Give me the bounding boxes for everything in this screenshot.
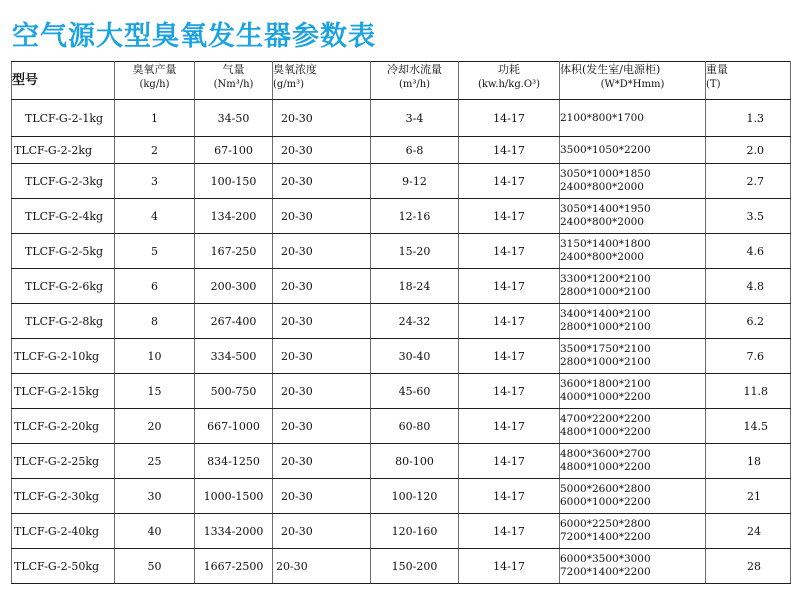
header-volume-label: 体积(发生室/电源柜) [560,63,661,76]
power-cell: 14-17 [459,409,560,444]
model-cell: TLCF-G-2-6kg [12,269,115,304]
weight-cell: 3.5 [706,199,791,234]
volume-cabinet: 2800*1000*2100 [560,356,651,368]
power-cell: 14-17 [459,199,560,234]
concentration-cell: 20-30 [273,444,371,479]
airflow-cell: 1667-2500 [195,549,273,584]
power-cell: 14-17 [459,444,560,479]
cooling-cell: 24-32 [371,304,459,339]
output-cell: 3 [115,164,195,199]
airflow-cell: 667-1000 [195,409,273,444]
weight-cell: 4.8 [706,269,791,304]
airflow-cell: 267-400 [195,304,273,339]
output-cell: 50 [115,549,195,584]
volume-chamber: 3500*1750*2100 [560,343,651,355]
header-concentration-unit: (g/m³) [273,79,305,90]
concentration-cell: 20-30 [273,137,371,164]
volume-cabinet: 2800*1000*2100 [560,286,651,298]
output-cell: 25 [115,444,195,479]
volume-cell [560,409,706,444]
cooling-cell: 18-24 [371,269,459,304]
model-cell: TLCF-G-2-2kg [12,137,115,164]
model-cell: TLCF-G-2-10kg [12,339,115,374]
weight-cell: 18 [706,444,791,479]
airflow-cell: 34-50 [195,100,273,137]
volume-chamber: 3500*1050*2200 [560,143,651,156]
header-output [115,62,195,100]
volume-chamber: 4800*3600*2700 [560,448,651,460]
airflow-cell: 134-200 [195,199,273,234]
header-cooling-unit: (m³/h) [398,79,431,90]
output-cell: 20 [115,409,195,444]
table-row [12,164,791,199]
header-weight-unit: (T) [706,79,721,90]
volume-cabinet: 2400*800*2000 [560,216,644,228]
airflow-cell: 500-750 [195,374,273,409]
cooling-cell: 12-16 [371,199,459,234]
volume-cabinet: 4800*1000*2200 [560,461,651,473]
volume-cell [560,304,706,339]
power-cell: 14-17 [459,164,560,199]
table-row [12,479,791,514]
concentration-cell: 20-30 [273,234,371,269]
volume-cabinet: 4800*1000*2200 [560,426,651,438]
volume-cell [560,100,706,137]
volume-cell [560,199,706,234]
power-cell: 14-17 [459,234,560,269]
volume-cell [560,374,706,409]
header-airflow-unit: (Nm³/h) [213,79,254,90]
model-cell: TLCF-G-2-20kg [12,409,115,444]
volume-cabinet: 7200*1400*2200 [560,566,651,578]
header-airflow [195,62,273,100]
table-header-row [12,62,791,100]
table-row [12,374,791,409]
power-cell: 14-17 [459,100,560,137]
table-row [12,409,791,444]
model-cell: TLCF-G-2-15kg [12,374,115,409]
header-cooling-label: 冷却水流量 [387,63,442,76]
cooling-cell: 100-120 [371,479,459,514]
airflow-cell: 67-100 [195,137,273,164]
volume-cabinet: 4000*1000*2200 [560,391,651,403]
page-title: 空气源大型臭氧发生器参数表 [12,21,376,52]
output-cell: 1 [115,100,195,137]
cooling-cell: 30-40 [371,339,459,374]
header-weight-label: 重量 [706,63,728,76]
airflow-cell: 334-500 [195,339,273,374]
spec-table [11,61,791,584]
power-cell: 14-17 [459,479,560,514]
table-row [12,304,791,339]
weight-cell: 7.6 [706,339,791,374]
airflow-cell: 1000-1500 [195,479,273,514]
airflow-cell: 1334-2000 [195,514,273,549]
header-output-label: 臭氧产量 [132,63,177,76]
cooling-cell: 6-8 [371,137,459,164]
airflow-cell: 167-250 [195,234,273,269]
concentration-cell: 20-30 [273,269,371,304]
header-volume-unit: (W*D*Hmm) [600,79,665,90]
weight-cell: 28 [706,549,791,584]
concentration-cell: 20-30 [273,549,371,584]
weight-cell: 4.6 [706,234,791,269]
table-row [12,269,791,304]
table-row [12,100,791,137]
power-cell: 14-17 [459,374,560,409]
model-cell: TLCF-G-2-50kg [12,549,115,584]
volume-chamber: 5000*2600*2800 [560,483,651,495]
volume-cell [560,444,706,479]
weight-cell: 2.7 [706,164,791,199]
airflow-cell: 200-300 [195,269,273,304]
volume-cell [560,234,706,269]
weight-cell: 14.5 [706,409,791,444]
volume-cell [560,137,706,164]
volume-chamber: 3150*1400*1800 [560,238,651,250]
volume-cell [560,164,706,199]
power-cell: 14-17 [459,549,560,584]
table-row [12,514,791,549]
weight-cell: 11.8 [706,374,791,409]
concentration-cell: 20-30 [273,199,371,234]
header-power [459,62,560,100]
concentration-cell: 20-30 [273,479,371,514]
power-cell: 14-17 [459,304,560,339]
table-row [12,137,791,164]
concentration-cell: 20-30 [273,374,371,409]
weight-cell: 1.3 [706,100,791,137]
airflow-cell: 834-1250 [195,444,273,479]
airflow-cell: 100-150 [195,164,273,199]
table-row [12,444,791,479]
cooling-cell: 120-160 [371,514,459,549]
cooling-cell: 80-100 [371,444,459,479]
model-cell: TLCF-G-2-1kg [12,100,115,137]
output-cell: 10 [115,339,195,374]
weight-cell: 6.2 [706,304,791,339]
volume-chamber: 6000*2250*2800 [560,518,651,530]
cooling-cell: 3-4 [371,100,459,137]
volume-cell [560,549,706,584]
volume-cabinet: 2400*800*2000 [560,181,644,193]
cooling-cell: 150-200 [371,549,459,584]
output-cell: 8 [115,304,195,339]
volume-cabinet: 2800*1000*2100 [560,321,651,333]
model-cell: TLCF-G-2-4kg [12,199,115,234]
table-row [12,234,791,269]
volume-cell [560,339,706,374]
volume-chamber: 6000*3500*3000 [560,553,651,565]
volume-chamber: 2100*800*1700 [560,111,644,124]
weight-cell: 2.0 [706,137,791,164]
output-cell: 40 [115,514,195,549]
power-cell: 14-17 [459,137,560,164]
weight-cell: 21 [706,479,791,514]
volume-cell [560,514,706,549]
cooling-cell: 60-80 [371,409,459,444]
concentration-cell: 20-30 [273,304,371,339]
cooling-cell: 9-12 [371,164,459,199]
volume-chamber: 3400*1400*2100 [560,308,651,320]
weight-cell: 24 [706,514,791,549]
volume-cell [560,269,706,304]
output-cell: 5 [115,234,195,269]
model-cell: TLCF-G-2-3kg [12,164,115,199]
volume-cell [560,479,706,514]
table-row [12,549,791,584]
table-row [12,199,791,234]
model-cell: TLCF-G-2-30kg [12,479,115,514]
concentration-cell: 20-30 [273,514,371,549]
volume-chamber: 3300*1200*2100 [560,273,651,285]
model-cell: TLCF-G-2-40kg [12,514,115,549]
power-cell: 14-17 [459,269,560,304]
cooling-cell: 45-60 [371,374,459,409]
power-cell: 14-17 [459,339,560,374]
output-cell: 15 [115,374,195,409]
header-airflow-label: 气量 [222,63,245,76]
volume-chamber: 4700*2200*2200 [560,413,651,425]
concentration-cell: 20-30 [273,164,371,199]
volume-chamber: 3050*1400*1950 [560,203,651,215]
model-cell: TLCF-G-2-5kg [12,234,115,269]
concentration-cell: 20-30 [273,339,371,374]
volume-chamber: 3600*1800*2100 [560,378,651,390]
volume-cabinet: 6000*1000*2200 [560,496,651,508]
concentration-cell: 20-30 [273,409,371,444]
header-volume [560,62,706,100]
header-power-label: 功耗 [498,63,520,76]
output-cell: 30 [115,479,195,514]
power-cell: 14-17 [459,514,560,549]
volume-cabinet: 2400*800*2000 [560,251,644,263]
table-row [12,339,791,374]
header-concentration [273,62,371,100]
header-output-unit: (kg/h) [139,79,170,90]
output-cell: 4 [115,199,195,234]
header-model: 型号 [12,62,115,100]
header-cooling [371,62,459,100]
header-concentration-label: 臭氧浓度 [273,63,317,76]
output-cell: 2 [115,137,195,164]
model-cell: TLCF-G-2-8kg [12,304,115,339]
concentration-cell: 20-30 [273,100,371,137]
header-power-unit: (kw.h/kg.O³) [477,79,541,90]
output-cell: 6 [115,269,195,304]
cooling-cell: 15-20 [371,234,459,269]
model-cell: TLCF-G-2-25kg [12,444,115,479]
volume-chamber: 3050*1000*1850 [560,168,651,180]
volume-cabinet: 7200*1400*2200 [560,531,651,543]
header-weight [706,62,791,100]
